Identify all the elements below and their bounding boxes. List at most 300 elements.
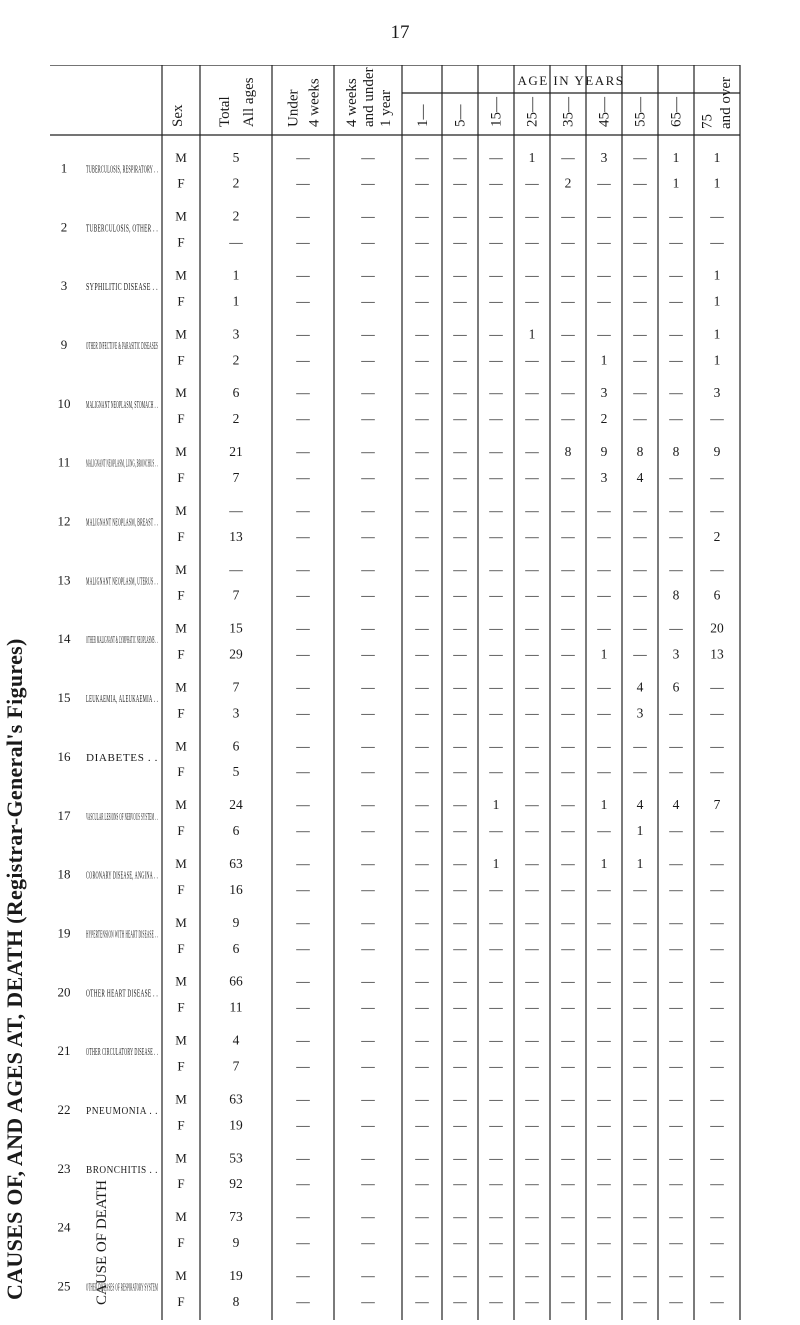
cell-age-35: — <box>561 1293 575 1309</box>
cell-age-15: 1 <box>492 797 500 813</box>
cell-age-1: — <box>415 1091 429 1107</box>
cell-under-4w: — <box>296 1117 310 1133</box>
cell-age-15: — <box>489 679 503 695</box>
cell-age-15: — <box>489 1235 503 1251</box>
cell-age-65: — <box>669 561 683 577</box>
cell-age-45: 1 <box>600 646 608 662</box>
cell-age-5: — <box>453 208 467 224</box>
cell-age-65: — <box>669 1176 683 1192</box>
cell-total: 7 <box>232 587 240 603</box>
cell-under-4w: — <box>296 914 310 930</box>
cell-age-55: — <box>633 1150 647 1166</box>
cell-age-15: — <box>489 1267 503 1283</box>
cell-age-1: — <box>415 914 429 930</box>
cell-age-35: — <box>561 1267 575 1283</box>
cell-age-65: — <box>669 999 683 1015</box>
sex-male: M <box>175 1150 187 1166</box>
cell-age-55: — <box>633 973 647 989</box>
sex-female: F <box>177 1176 185 1192</box>
cell-age-45: — <box>597 940 611 956</box>
cell-age-15: — <box>489 1176 503 1192</box>
cell-age-65: — <box>669 1117 683 1133</box>
cell-age-45: — <box>597 1176 611 1192</box>
cell-age-1: — <box>415 385 429 401</box>
cell-age-35: — <box>561 856 575 872</box>
cell-age-45: 3 <box>600 469 608 485</box>
cell-4w-1y: — <box>361 705 375 721</box>
cell-age-65: — <box>669 1235 683 1251</box>
cell-age-65: — <box>669 823 683 839</box>
cell-age-45: — <box>597 705 611 721</box>
cell-total: 7 <box>232 679 240 695</box>
cell-age-35: — <box>561 208 575 224</box>
cause-of-death: TUBERCULOSIS, OTHER . . <box>86 222 158 235</box>
cell-age-15: — <box>489 999 503 1015</box>
row-number: 19 <box>57 925 71 941</box>
cell-age-5: — <box>453 326 467 342</box>
cell-age-5: — <box>453 175 467 191</box>
cell-4w-1y: — <box>361 1150 375 1166</box>
sex-female: F <box>177 764 185 780</box>
total-header-line: All ages <box>241 77 257 127</box>
cell-4w-1y: — <box>361 738 375 754</box>
cell-age-35: — <box>561 940 575 956</box>
cell-age-45: — <box>597 620 611 636</box>
cell-age-65: — <box>669 502 683 518</box>
cell-under-4w: — <box>296 267 310 283</box>
sex-female: F <box>177 175 185 191</box>
running-title: CAUSES OF, AND AGES AT, DEATH (Registrar-General's Figures) <box>2 638 27 1300</box>
cell-age-65: — <box>669 352 683 368</box>
cell-age-15: — <box>489 385 503 401</box>
age-header-age-1: 1— <box>414 104 431 127</box>
cell-age-45: — <box>597 175 611 191</box>
cell-age-15: — <box>489 1209 503 1225</box>
cell-age-25: — <box>525 293 539 309</box>
cell-age-55: — <box>633 149 647 165</box>
cell-age-25: — <box>525 1235 539 1251</box>
cell-age-5: — <box>453 705 467 721</box>
cell-total: 6 <box>232 738 240 754</box>
cell-total: 6 <box>232 385 240 401</box>
cell-age-35: — <box>561 587 575 603</box>
cell-age-45: — <box>597 764 611 780</box>
cell-age-75plus: 1 <box>713 267 721 283</box>
cell-age-1: — <box>415 1032 429 1048</box>
cell-age-1: — <box>415 1176 429 1192</box>
cell-age-1: — <box>415 293 429 309</box>
cell-age-35: — <box>561 738 575 754</box>
cause-of-death: OTHER MALIGNANT & LYMPHATIC NEOPLASMS . . <box>86 634 158 647</box>
cell-age-75plus: — <box>710 856 724 872</box>
cell-age-25: — <box>525 914 539 930</box>
cell-age-25: — <box>525 797 539 813</box>
cell-age-55: — <box>633 528 647 544</box>
cell-age-55: — <box>633 1209 647 1225</box>
cell-age-15: — <box>489 502 503 518</box>
cell-under-4w: — <box>296 502 310 518</box>
cell-age-75plus: 1 <box>713 149 721 165</box>
cell-under-4w: — <box>296 973 310 989</box>
cell-4w-1y: — <box>361 1293 375 1309</box>
sex-female: F <box>177 528 185 544</box>
cell-age-75plus: — <box>710 234 724 250</box>
cell-age-25: — <box>525 973 539 989</box>
sex-male: M <box>175 1209 187 1225</box>
sex-male: M <box>175 797 187 813</box>
cell-age-15: — <box>489 175 503 191</box>
cell-age-35: — <box>561 267 575 283</box>
cell-4w-1y: — <box>361 999 375 1015</box>
cell-total: 3 <box>232 705 240 721</box>
cell-age-65: 8 <box>672 587 680 603</box>
cell-age-45: — <box>597 738 611 754</box>
cell-total: 7 <box>232 1058 240 1074</box>
cell-total: 1 <box>232 293 240 309</box>
cell-age-25: — <box>525 561 539 577</box>
cell-age-35: — <box>561 705 575 721</box>
cell-4w-1y: — <box>361 234 375 250</box>
cell-age-25: — <box>525 175 539 191</box>
cell-age-25: — <box>525 444 539 460</box>
sex-female: F <box>177 411 185 427</box>
cell-age-15: — <box>489 1117 503 1133</box>
cell-total: 92 <box>229 1176 243 1192</box>
cell-age-15: — <box>489 1058 503 1074</box>
cell-under-4w: — <box>296 234 310 250</box>
cell-age-5: — <box>453 797 467 813</box>
cell-age-5: — <box>453 738 467 754</box>
cell-age-55: — <box>633 175 647 191</box>
cell-under-4w: — <box>296 1293 310 1309</box>
cell-age-45: — <box>597 881 611 897</box>
cell-age-75plus: 9 <box>713 444 721 460</box>
cell-4w-1y: — <box>361 411 375 427</box>
cell-age-5: — <box>453 1209 467 1225</box>
cell-age-5: — <box>453 469 467 485</box>
cell-total: 24 <box>229 797 243 813</box>
cell-age-55: — <box>633 1267 647 1283</box>
cell-age-1: — <box>415 679 429 695</box>
age-in-years-header: AGE IN YEARS <box>517 73 625 88</box>
cell-total: 6 <box>232 940 240 956</box>
cell-age-15: — <box>489 528 503 544</box>
cause-of-death: SYPHILITIC DISEASE . . <box>86 281 158 294</box>
cell-total: 2 <box>232 352 240 368</box>
cell-age-5: — <box>453 267 467 283</box>
cell-age-45: — <box>597 502 611 518</box>
cell-age-65: — <box>669 620 683 636</box>
cell-age-75plus: — <box>710 914 724 930</box>
cell-age-1: — <box>415 1267 429 1283</box>
cell-age-75plus: 1 <box>713 352 721 368</box>
cause-of-death: MALIGNANT NEOPLASM, UTERUS . . <box>86 575 158 588</box>
cell-age-45: — <box>597 1267 611 1283</box>
cell-age-75plus: — <box>710 411 724 427</box>
cell-age-75plus: 7 <box>713 797 721 813</box>
cell-age-75plus: 1 <box>713 175 721 191</box>
cell-age-1: — <box>415 1235 429 1251</box>
cell-under-4w: — <box>296 823 310 839</box>
cause-of-death: PNEUMONIA . . <box>86 1105 158 1118</box>
cell-under-4w: — <box>296 561 310 577</box>
cell-age-45: 9 <box>600 444 608 460</box>
sex-male: M <box>175 1032 187 1048</box>
4-weeks-under-1-year-header-line: 1 year <box>378 89 394 127</box>
cell-age-75plus: 13 <box>710 646 724 662</box>
cell-age-1: — <box>415 764 429 780</box>
cell-under-4w: — <box>296 1091 310 1107</box>
cell-age-1: — <box>415 823 429 839</box>
cell-age-5: — <box>453 528 467 544</box>
cell-age-15: — <box>489 914 503 930</box>
cell-age-15: — <box>489 326 503 342</box>
cell-age-65: — <box>669 1267 683 1283</box>
cell-age-5: — <box>453 1117 467 1133</box>
cell-total: 6 <box>232 823 240 839</box>
cell-age-45: — <box>597 1235 611 1251</box>
row-number: 15 <box>57 690 71 706</box>
cell-age-55: — <box>633 881 647 897</box>
cell-age-15: — <box>489 646 503 662</box>
cell-age-45: 3 <box>600 149 608 165</box>
cell-under-4w: — <box>296 411 310 427</box>
cell-age-15: — <box>489 1293 503 1309</box>
cell-4w-1y: — <box>361 823 375 839</box>
cell-4w-1y: — <box>361 385 375 401</box>
cell-age-65: — <box>669 267 683 283</box>
cell-age-35: — <box>561 352 575 368</box>
age-header-age-25: 25— <box>524 97 541 127</box>
row-number: 25 <box>57 1278 71 1294</box>
cell-age-45: 1 <box>600 797 608 813</box>
cell-under-4w: — <box>296 881 310 897</box>
cell-total: 66 <box>229 973 243 989</box>
cell-total: — <box>229 561 243 577</box>
cell-age-25: — <box>525 352 539 368</box>
cell-age-65: — <box>669 234 683 250</box>
under-4-weeks-header-line: 4 weeks <box>306 78 323 127</box>
cell-age-65: — <box>669 914 683 930</box>
cell-age-45: — <box>597 587 611 603</box>
total-header-line: Total <box>217 96 233 127</box>
4-weeks-under-1-year-header-line: and under <box>361 67 377 127</box>
cell-age-55: — <box>633 999 647 1015</box>
cell-total: 16 <box>229 881 243 897</box>
cell-4w-1y: — <box>361 1176 375 1192</box>
cell-age-1: — <box>415 267 429 283</box>
cell-age-55: — <box>633 411 647 427</box>
cell-age-25: — <box>525 1150 539 1166</box>
cell-age-75plus: — <box>710 705 724 721</box>
cell-total: — <box>229 502 243 518</box>
cell-age-45: — <box>597 823 611 839</box>
cause-of-death: OTHER INFECTIVE & PARASITIC DISEASES <box>86 339 158 352</box>
cell-age-65: — <box>669 528 683 544</box>
cell-age-55: — <box>633 208 647 224</box>
sex-male: M <box>175 208 187 224</box>
cell-4w-1y: — <box>361 856 375 872</box>
cell-total: 9 <box>232 1235 240 1251</box>
cell-total: 7 <box>232 469 240 485</box>
cell-4w-1y: — <box>361 764 375 780</box>
cell-age-5: — <box>453 1150 467 1166</box>
sex-header: Sex <box>170 104 186 127</box>
cell-age-25: — <box>525 1091 539 1107</box>
cell-age-55: — <box>633 620 647 636</box>
cell-under-4w: — <box>296 620 310 636</box>
sex-female: F <box>177 352 185 368</box>
cell-age-75plus: 6 <box>713 587 721 603</box>
row-number: 3 <box>60 278 68 294</box>
cell-age-35: — <box>561 149 575 165</box>
cell-age-55: — <box>633 1293 647 1309</box>
cell-age-35: — <box>561 528 575 544</box>
cell-age-65: — <box>669 385 683 401</box>
cell-age-75plus: — <box>710 881 724 897</box>
cell-age-55: — <box>633 1032 647 1048</box>
cell-total: 2 <box>232 411 240 427</box>
cell-age-5: — <box>453 856 467 872</box>
cell-age-25: — <box>525 1058 539 1074</box>
cell-age-55: 1 <box>636 856 644 872</box>
cell-under-4w: — <box>296 149 310 165</box>
cell-age-25: — <box>525 528 539 544</box>
cell-age-55: 4 <box>636 679 644 695</box>
row-number: 16 <box>57 748 71 764</box>
cell-age-45: 2 <box>600 411 608 427</box>
cell-age-55: — <box>633 646 647 662</box>
cell-age-35: — <box>561 293 575 309</box>
cause-of-death: DIABETES . . <box>86 751 158 764</box>
cell-under-4w: — <box>296 646 310 662</box>
cell-age-15: — <box>489 620 503 636</box>
cell-under-4w: — <box>296 1058 310 1074</box>
cell-under-4w: — <box>296 856 310 872</box>
row-number: 12 <box>57 513 71 529</box>
cell-age-1: — <box>415 175 429 191</box>
cell-age-75plus: — <box>710 1150 724 1166</box>
cell-age-25: — <box>525 502 539 518</box>
cell-age-35: — <box>561 411 575 427</box>
cell-4w-1y: — <box>361 1235 375 1251</box>
cell-under-4w: — <box>296 1032 310 1048</box>
cell-4w-1y: — <box>361 352 375 368</box>
cell-age-35: — <box>561 326 575 342</box>
cell-age-55: 8 <box>636 444 644 460</box>
cell-age-15: — <box>489 738 503 754</box>
cell-age-55: — <box>633 561 647 577</box>
cell-age-1: — <box>415 208 429 224</box>
cell-age-5: — <box>453 1176 467 1192</box>
cause-of-death: BRONCHITIS . . <box>86 1163 158 1176</box>
cell-age-75plus: — <box>710 738 724 754</box>
age-header-line: and over <box>717 76 734 129</box>
cell-age-65: — <box>669 1058 683 1074</box>
sex-male: M <box>175 326 187 342</box>
cell-age-75plus: — <box>710 1267 724 1283</box>
cell-age-5: — <box>453 1235 467 1251</box>
cell-total: 15 <box>229 620 243 636</box>
cell-age-45: — <box>597 528 611 544</box>
cell-age-1: — <box>415 797 429 813</box>
cell-age-15: — <box>489 234 503 250</box>
row-number: 11 <box>57 454 71 470</box>
cell-age-25: — <box>525 679 539 695</box>
cell-age-45: — <box>597 1209 611 1225</box>
cell-age-5: — <box>453 502 467 518</box>
age-header-line: 75 <box>699 114 716 129</box>
cell-age-1: — <box>415 326 429 342</box>
sex-female: F <box>177 881 185 897</box>
cell-total: 63 <box>229 856 243 872</box>
cell-age-25: — <box>525 940 539 956</box>
cell-total: 53 <box>229 1150 243 1166</box>
cell-age-75plus: — <box>710 469 724 485</box>
cell-age-65: 8 <box>672 444 680 460</box>
cell-age-25: — <box>525 705 539 721</box>
cell-4w-1y: — <box>361 267 375 283</box>
cell-4w-1y: — <box>361 679 375 695</box>
cell-age-35: — <box>561 1150 575 1166</box>
sex-female: F <box>177 234 185 250</box>
cell-age-25: — <box>525 234 539 250</box>
row-number: 13 <box>57 572 71 588</box>
cell-age-35: — <box>561 561 575 577</box>
cell-age-55: — <box>633 764 647 780</box>
cell-age-55: — <box>633 234 647 250</box>
cell-under-4w: — <box>296 1235 310 1251</box>
cell-age-65: — <box>669 469 683 485</box>
cell-4w-1y: — <box>361 646 375 662</box>
cell-under-4w: — <box>296 352 310 368</box>
cell-age-5: — <box>453 234 467 250</box>
cell-age-35: — <box>561 469 575 485</box>
cell-4w-1y: — <box>361 1209 375 1225</box>
cell-age-65: — <box>669 940 683 956</box>
cell-age-75plus: 20 <box>710 620 724 636</box>
cell-age-5: — <box>453 1267 467 1283</box>
cell-age-5: — <box>453 914 467 930</box>
cell-age-75plus: — <box>710 1117 724 1133</box>
cell-age-1: — <box>415 352 429 368</box>
cause-of-death: OTHER DISEASES OF RESPIRATORY SYSTEM <box>86 1281 158 1294</box>
cell-age-15: — <box>489 764 503 780</box>
cell-age-15: — <box>489 561 503 577</box>
cell-age-55: — <box>633 1176 647 1192</box>
cell-age-55: — <box>633 267 647 283</box>
cause-of-death: VASCULAR LESIONS OF NERVOUS SYSTEM . . <box>86 810 158 823</box>
cell-age-45: — <box>597 999 611 1015</box>
cell-4w-1y: — <box>361 469 375 485</box>
cell-age-1: — <box>415 502 429 518</box>
cell-age-55: — <box>633 1058 647 1074</box>
cell-age-65: 4 <box>672 797 680 813</box>
cause-of-death: MALIGNANT NEOPLASM, STOMACH . . <box>86 398 158 411</box>
under-4-weeks-header-line: Under <box>285 89 302 127</box>
cell-age-5: — <box>453 385 467 401</box>
cell-age-25: — <box>525 999 539 1015</box>
cell-age-45: — <box>597 267 611 283</box>
cell-age-5: — <box>453 620 467 636</box>
cell-total: — <box>229 234 243 250</box>
cell-under-4w: — <box>296 326 310 342</box>
sex-male: M <box>175 738 187 754</box>
cell-age-35: 2 <box>564 175 572 191</box>
cell-age-1: — <box>415 469 429 485</box>
cell-4w-1y: — <box>361 444 375 460</box>
cell-age-5: — <box>453 1293 467 1309</box>
